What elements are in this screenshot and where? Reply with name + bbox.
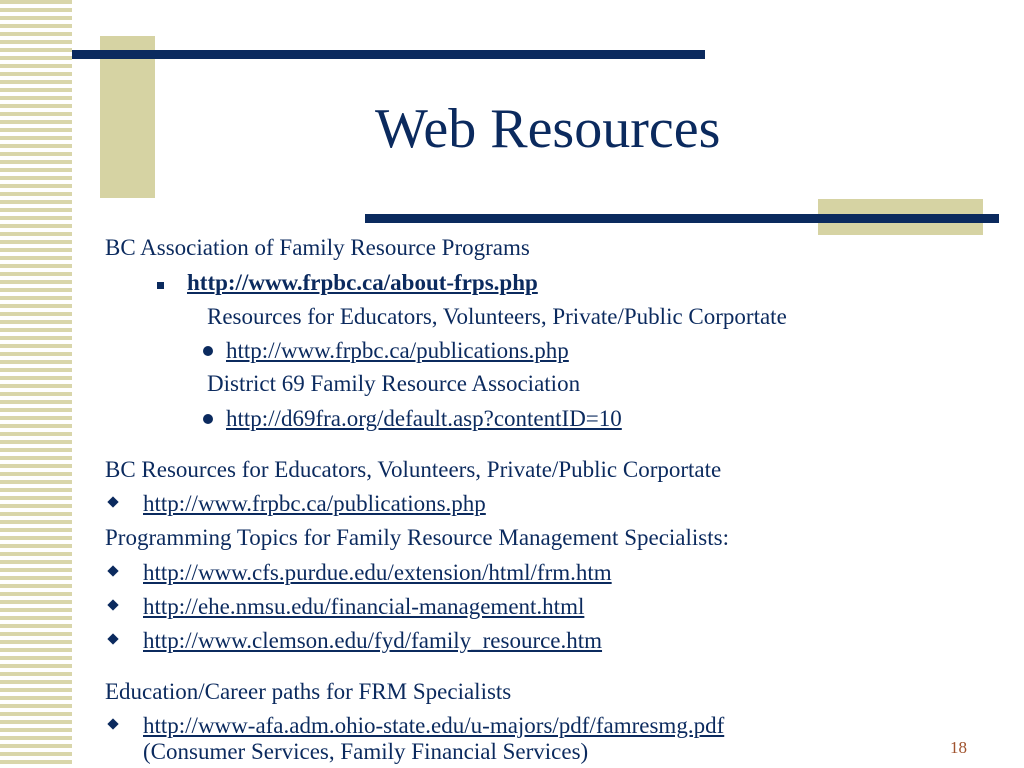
heading-education-career: Education/Career paths for FRM Specialists [105, 679, 512, 704]
link-frpbc-publications[interactable]: http://www.frpbc.ca/publications.php [226, 338, 569, 363]
diamond-bullet-icon [107, 496, 118, 507]
diamond-bullet-icon [107, 633, 118, 644]
page-number: 18 [950, 738, 967, 757]
heading-bc-association: BC Association of Family Resource Programs [105, 235, 530, 260]
note-consumer-services: (Consumer Services, Family Financial Services) [143, 739, 589, 764]
heading-programming-topics: Programming Topics for Family Resource Management Specialists: [105, 525, 729, 550]
link-purdue[interactable]: http://www.cfs.purdue.edu/extension/html/frm.htm [143, 560, 612, 585]
link-nmsu[interactable]: http://ehe.nmsu.edu/financial-management.html [143, 594, 585, 619]
slide-title: Web Resources [375, 98, 721, 160]
top-rule [72, 50, 705, 59]
decorative-block-left [100, 36, 155, 198]
square-bullet-icon [157, 282, 164, 289]
decorative-stripes [0, 0, 72, 768]
diamond-bullet-icon [107, 599, 118, 610]
heading-bc-resources: BC Resources for Educators, Volunteers, Private/Public Corportate [105, 457, 722, 482]
dot-bullet-icon [203, 346, 213, 356]
link-frpbc-about[interactable]: http://www.frpbc.ca/about-frps.php [187, 270, 538, 295]
title-underline [365, 214, 999, 223]
link-d69fra[interactable]: http://d69fra.org/default.asp?contentID=10 [226, 406, 622, 431]
diamond-bullet-icon [107, 565, 118, 576]
link-ohio-state[interactable]: http://www-afa.adm.ohio-state.edu/u-majors/pdf/famresmg.pdf [143, 713, 725, 738]
subheading-district-69: District 69 Family Resource Association [207, 371, 581, 396]
diamond-bullet-icon [107, 718, 118, 729]
subheading-resources-educators: Resources for Educators, Volunteers, Private/Public Corportate [207, 304, 787, 329]
link-frpbc-publications-2[interactable]: http://www.frpbc.ca/publications.php [143, 491, 486, 516]
dot-bullet-icon [203, 414, 213, 424]
link-clemson[interactable]: http://www.clemson.edu/fyd/family_resource.htm [143, 628, 603, 653]
